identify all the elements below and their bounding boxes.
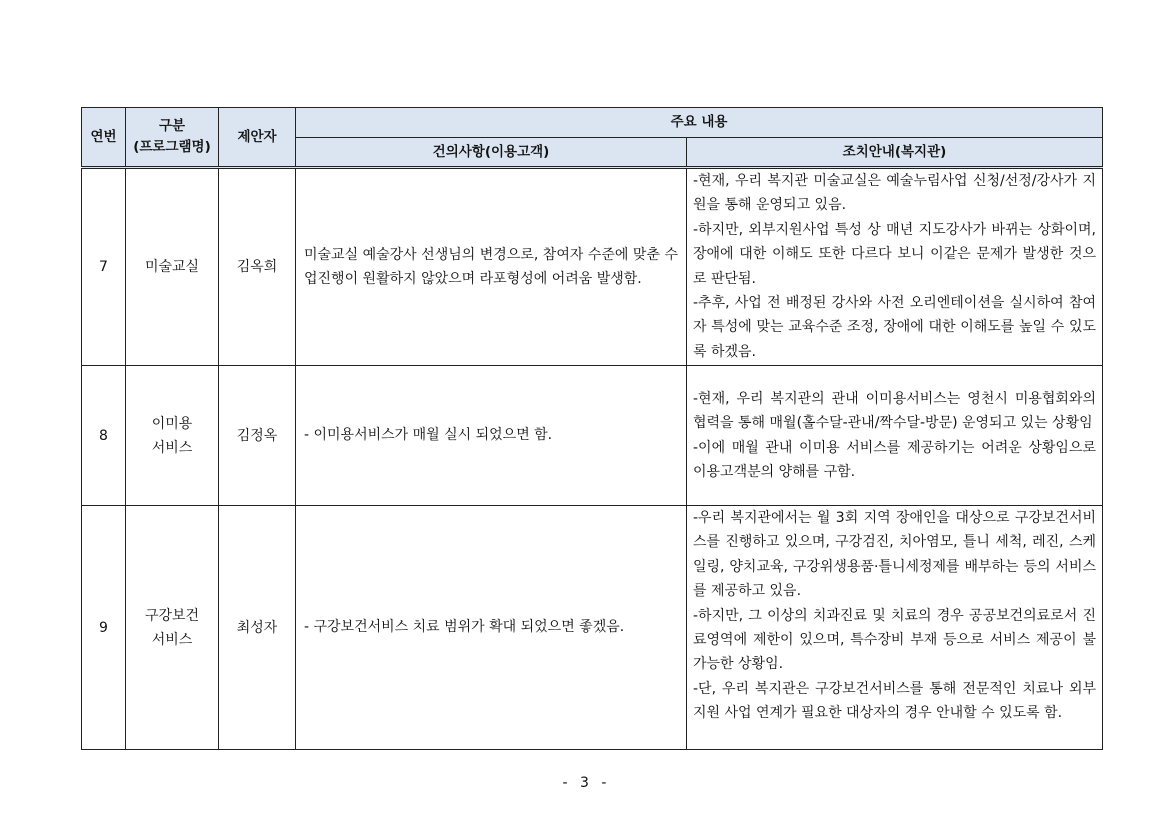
header-row-top [82, 108, 1103, 138]
action-paragraph: -단, 우리 복지관은 구강보건서비스를 통해 전문적인 치료나 외부지원 사업 연계가 필요한 대상자의 경우 안내할 수 있도록 함. [693, 680, 1096, 722]
request-text [296, 506, 687, 750]
program-name [126, 168, 219, 366]
action-text [687, 168, 1103, 366]
action-paragraph: -이에 매월 관내 이미용 서비스를 제공하기는 어려운 상황임으로 이용고객분의 양해를 구함. [693, 439, 1096, 480]
request-text [296, 366, 687, 506]
request-paragraph: - 이미용서비스가 매월 실시 되었으면 함. [304, 427, 553, 444]
table-row [82, 366, 1103, 506]
action-paragraph: -우리 복지관에서는 월 3회 지역 장애인을 대상으로 구강보건서비스를 진행하고 있으며, 구강검진, 치아염모, 틀니 세척, 레진, 스케일링, 양치교육, 구강위생용품·틀니세정제를 배부하는 등의 서비스를 제공하고 있음. [693, 510, 1096, 600]
program-name-line: 미술교실 [144, 259, 200, 275]
action-text [687, 506, 1103, 750]
action-paragraph: -현재, 우리 복지관 미술교실은 예술누림사업 신청/선정/강사가 지원을 통해 운영되고 있음. [693, 173, 1096, 214]
suggestions-table [81, 107, 1103, 750]
row-number: 7 [82, 168, 126, 366]
request-text [296, 168, 687, 366]
header-request: 건의사항(이용고객) [296, 138, 687, 168]
program-name-line: 이미용 [151, 415, 193, 432]
action-paragraph: -현재, 우리 복지관의 관내 이미용서비스는 영천시 미용협회와의 협력을 통해 매월(홀수달-관내/짝수달-방문) 운영되고 있는 상황임 [693, 390, 1096, 432]
proposer-name: 김정옥 [219, 366, 296, 506]
action-paragraph: -하지만, 외부지원사업 특성 상 매년 지도강사가 바뀌는 상화이며, 장애에 대한 이해도 또한 다르다 보니 이같은 문제가 발생한 것으로 판단됨. [693, 221, 1096, 287]
header-no: 연번 [82, 108, 126, 168]
page-number: - 3 - [562, 775, 611, 791]
header-program-line2: (프로그램명) [133, 139, 211, 155]
row-number: 9 [82, 506, 126, 750]
program-name-line: 구강보건 [144, 607, 200, 624]
header-program [126, 108, 219, 168]
request-paragraph: - 구강보건서비스 치료 범위가 확대 되었으면 좋겠음. [304, 619, 625, 636]
action-paragraph: -추후, 사업 전 배정된 강사와 사전 오리엔테이션을 실시하여 참여자 특성에 맞는 교육수준 조정, 장애에 대한 이해도를 높일 수 있도록 하겠음. [693, 295, 1096, 360]
program-name-line: 서비스 [151, 631, 193, 648]
header-proposer: 제안자 [219, 108, 296, 168]
action-paragraph: -하지만, 그 이상의 치과진료 및 치료의 경우 공공보건의료로서 진료영역에 제한이 있으며, 특수장비 부재 등으로 서비스 제공이 불가능한 상황임. [693, 607, 1096, 673]
program-name-line: 서비스 [151, 439, 193, 456]
header-program-line1: 구분 [158, 118, 186, 134]
request-paragraph: 미술교실 예술강사 선생님의 변경으로, 참여자 수준에 맞춘 수업진행이 원활하지 않았으며 라포형성에 어려움 발생함. [304, 246, 678, 287]
program-name [126, 366, 219, 506]
action-text [687, 366, 1103, 506]
program-name [126, 506, 219, 750]
header-action: 조치안내(복지관) [687, 138, 1103, 168]
row-number: 8 [82, 366, 126, 506]
table-row [82, 168, 1103, 366]
proposer-name: 김옥희 [219, 168, 296, 366]
header-main-content: 주요 내용 [296, 108, 1103, 138]
proposer-name: 최성자 [219, 506, 296, 750]
table-row [82, 506, 1103, 750]
